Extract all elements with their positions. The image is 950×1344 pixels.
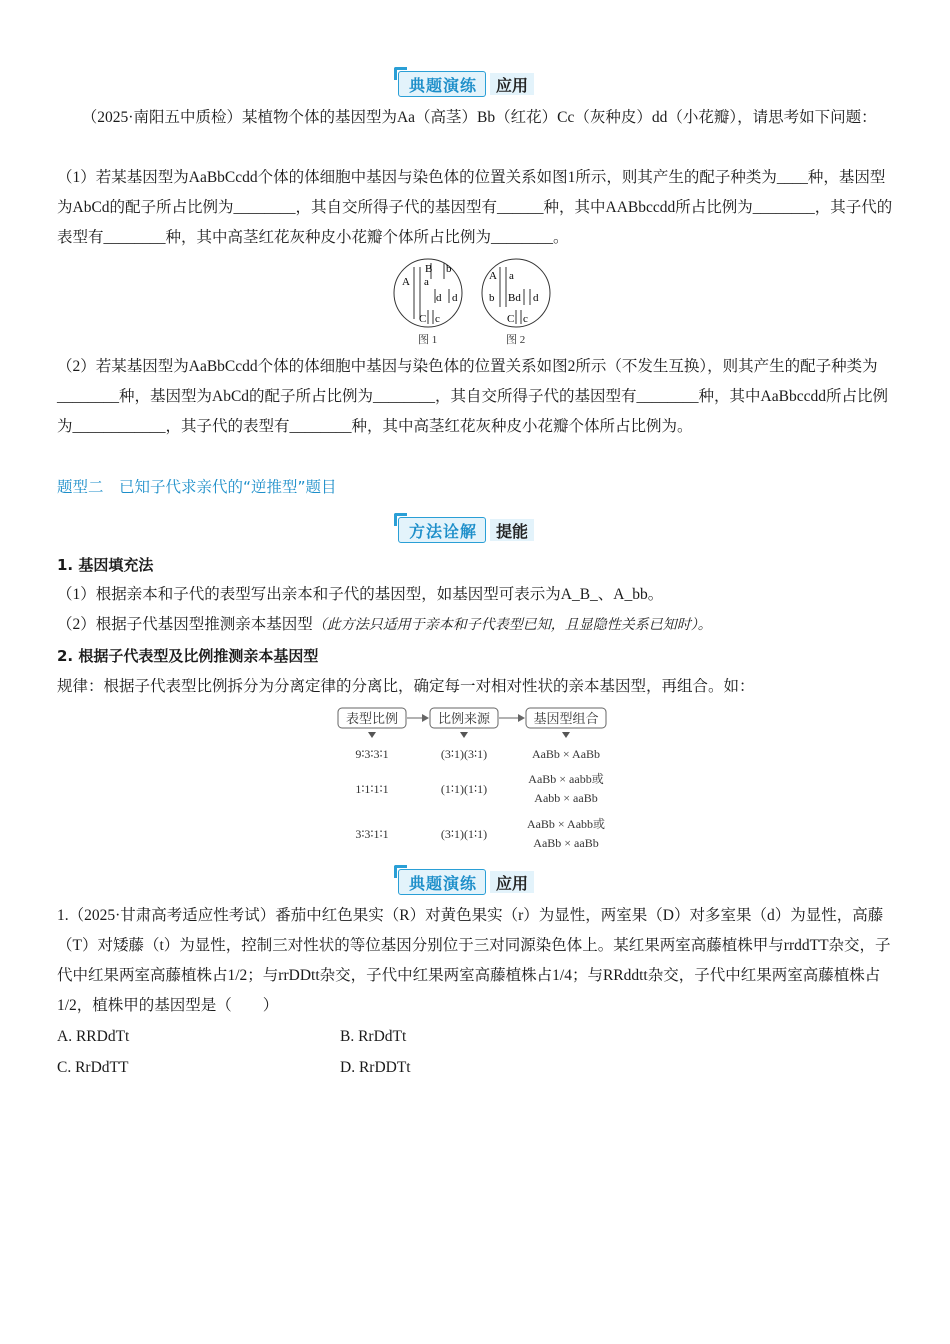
section-badge-method [398, 516, 534, 544]
svg-text:a: a [509, 270, 514, 282]
flow-row-2-combo-a: AaBb × aabb或 [528, 772, 604, 786]
flow-row-1-source: (3∶1)(3∶1) [440, 747, 488, 761]
badge-tail: 应用 [490, 73, 534, 95]
method-paragraph-1: （1）根据亲本和子代的表型写出亲本和子代的基因型，如基因型可表示为A_B_、A_bb。 [57, 586, 664, 603]
method-rule: 规律：根据子代表型比例拆分为分离定律的分离比，确定每一对相对性状的亲本基因型，再组合。如： [57, 678, 755, 695]
svg-text:C: C [507, 313, 515, 325]
flow-header-source: 比例来源 [437, 711, 491, 726]
chromosome-figures [392, 255, 562, 347]
option-d[interactable]: D. RrDDTt [340, 1059, 411, 1076]
option-c[interactable]: C. RrDdTT [57, 1059, 129, 1076]
svg-text:A: A [402, 276, 410, 288]
svg-text:Bd: Bd [508, 292, 521, 304]
question-part-2: （2）若某基因型为AaBbCcdd个体的体细胞中基因与染色体的位置关系如图2所示（不发生互换），则其产生的配子种类为________种，基因型为AbCd的配子所占比例为________，其自交所得子代的基因型有________种，其中AaBbccdd所占比例为____________，其子代的表型有________种，其中高茎红花灰种皮小花瓣个体所占比例为。 [57, 358, 888, 435]
question-1: 1.（2025·甘肃高考适应性考试）番茄中红色果实（R）对黄色果实（r）为显性，两室果（D）对多室果（d）为显性，高藤（T）对矮藤（t）为显性，控制三对性状的等位基因分别位于三对同源染色体上。某红果两室高藤植株甲与rrddTT杂交，子代中红果两室高藤植株占1/2；与rrDDtt杂交，子代中红果两室高藤植株占1/4；与RRddtt杂交，子代中红果两室高藤植株占1/2，植株甲的基因型是（ ） [57, 907, 891, 1014]
svg-text:B: B [425, 263, 433, 275]
badge-label: 方法诠解 [398, 517, 486, 543]
flow-row-2-source: (1∶1)(1∶1) [440, 782, 488, 796]
svg-text:d: d [533, 292, 539, 304]
svg-text:b: b [446, 263, 452, 275]
method-paragraph-2-main: （2）根据子代基因型推测亲本基因型 [57, 616, 313, 633]
figure-1-caption: 图 1 [418, 334, 438, 346]
method-heading-1: 1. 基因填充法 [57, 556, 154, 574]
section-badge-practice [398, 70, 534, 98]
badge-tail: 应用 [490, 871, 534, 893]
option-a[interactable]: A. RRDdTt [57, 1028, 130, 1045]
flow-row-3-combo-b: AaBb × aaBb [533, 836, 599, 850]
flow-row-1-ratio: 9∶3∶3∶1 [355, 747, 389, 761]
flow-header-combo: 基因型组合 [533, 711, 599, 726]
badge-label: 典题演练 [398, 71, 486, 97]
question-intro: （2025·南阳五中质检）某植物个体的基因型为Aa（高茎）Bb（红花）Cc（灰种皮）dd（小花瓣），请思考如下问题： [81, 109, 877, 126]
flow-row-3-ratio: 3∶3∶1∶1 [355, 827, 389, 841]
topic-heading: 题型二 已知子代求亲代的“逆推型”题目 [57, 478, 337, 496]
flow-row-1-combo: AaBb × AaBb [531, 747, 601, 761]
option-b[interactable]: B. RrDdTt [340, 1028, 407, 1045]
svg-text:d: d [452, 292, 458, 304]
svg-text:c: c [435, 313, 440, 325]
flow-row-2-combo-b: Aabb × aaBb [534, 791, 598, 805]
figure-1-cell [394, 259, 462, 327]
svg-text:C: C [419, 313, 427, 325]
figure-2-caption: 图 2 [506, 334, 526, 346]
svg-text:c: c [523, 313, 528, 325]
flow-row-3-source: (3∶1)(1∶1) [440, 827, 488, 841]
method-paragraph-2 [57, 610, 893, 640]
method-heading-2: 2. 根据子代表型及比例推测亲本基因型 [57, 647, 319, 665]
svg-text:d: d [436, 292, 442, 304]
badge-label: 典题演练 [398, 869, 486, 895]
figure-2-cell [482, 259, 550, 327]
flow-row-3-combo-a: AaBb × Aabb或 [526, 817, 606, 831]
svg-text:a: a [424, 276, 429, 288]
badge-tail: 提能 [490, 519, 534, 541]
flow-row-2-ratio: 1∶1∶1∶1 [355, 782, 389, 796]
section-badge-practice-2 [398, 868, 534, 896]
ratio-flow-diagram [330, 704, 620, 854]
question-part-1: （1）若某基因型为AaBbCcdd个体的体细胞中基因与染色体的位置关系如图1所示，则其产生的配子种类为____种，基因型为AbCd的配子所占比例为________，其自交所得子代的基因型有______种，其中AABbccdd所占比例为________，其子代的表型有________种，其中高茎红花灰种皮小花瓣个体所占比例为________。 [57, 169, 893, 246]
svg-text:A: A [489, 270, 497, 282]
flow-header-ratio: 表型比例 [345, 711, 399, 726]
svg-text:b: b [489, 292, 495, 304]
method-paragraph-2-note: （此方法只适用于亲本和子代表型已知，且显隐性关系已知时）。 [312, 617, 712, 633]
